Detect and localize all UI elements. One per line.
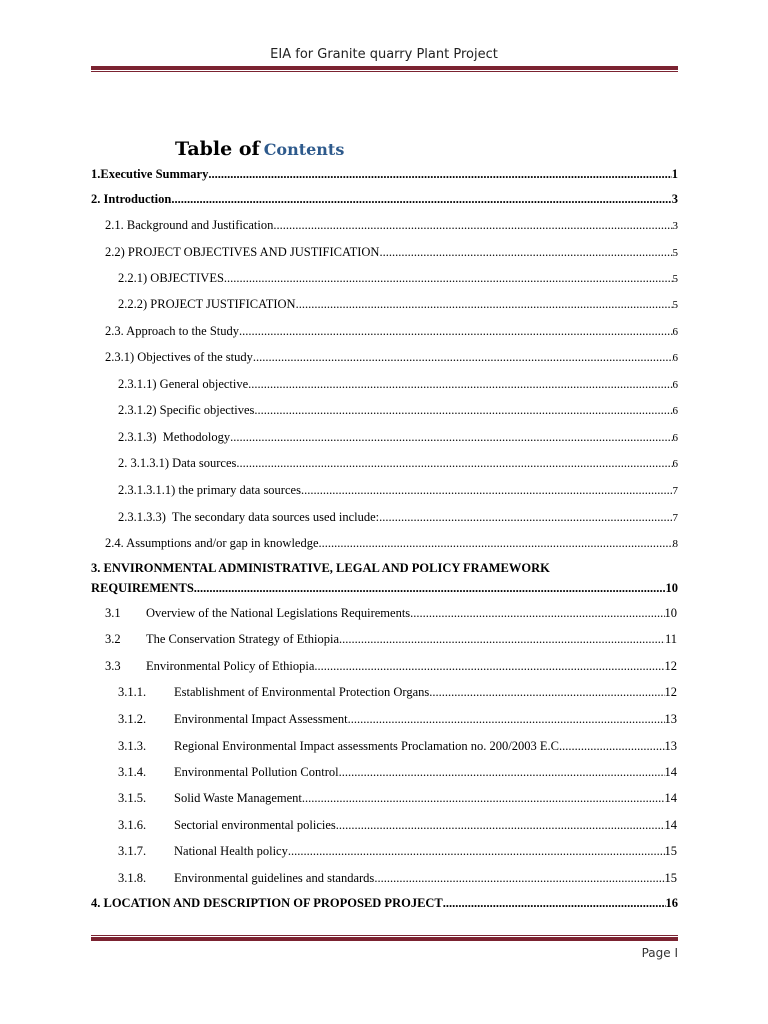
toc-entry-title: Establishment of Environmental Protection Organs	[174, 685, 430, 699]
toc-entry-primary-data[interactable]	[118, 482, 678, 499]
toc-entry-page: 1	[671, 167, 678, 181]
toc-entry-title: Solid Waste Management	[174, 791, 302, 805]
toc-entry-title-line1: 3. ENVIRONMENTAL ADMINISTRATIVE, LEGAL AND POLICY FRAMEWORK	[91, 561, 550, 575]
toc-entry-page: 6	[672, 379, 678, 391]
toc-entry-title: Overview of the National Legislations Requirements	[146, 606, 411, 620]
toc-entry-number: 3.1.4.	[118, 765, 147, 779]
toc-entry-number: 3.1.8.	[118, 871, 147, 885]
toc-entry-page: 3	[671, 192, 678, 206]
toc-entry-methodology[interactable]	[118, 429, 678, 446]
toc-entry-page: 13	[664, 739, 677, 753]
toc-heading-part1: Table of	[175, 138, 260, 160]
toc-entry-project-objectives[interactable]	[105, 244, 678, 261]
toc-entry-background[interactable]	[105, 217, 678, 234]
toc-entry-title: 2.3.1.3.1.1) the primary data sources	[118, 483, 301, 497]
toc-entry-page: 5	[672, 273, 678, 285]
toc-entry-title: 2.2.1) OBJECTIVES	[118, 271, 224, 285]
toc-entry-title: Sectorial environmental policies	[174, 818, 336, 832]
toc-entry-title: 2. Introduction	[91, 192, 172, 206]
toc-entry-page: 6	[672, 432, 678, 444]
toc-entry-page: 11	[664, 632, 677, 646]
toc-entry-location[interactable]	[91, 895, 678, 911]
toc-entry-title: The Conservation Strategy of Ethiopia	[146, 632, 340, 646]
footer-rule	[91, 935, 678, 941]
toc-entry-general-objective[interactable]	[118, 376, 678, 393]
toc-entry-3-1[interactable]	[105, 605, 677, 621]
toc-entry-page: 7	[672, 485, 678, 497]
toc-heading	[175, 138, 344, 160]
toc-entry-3-1-7[interactable]	[118, 843, 677, 859]
toc-entry-3-1-4[interactable]	[118, 764, 677, 780]
toc-entry-title: 1.Executive Summary	[91, 167, 209, 181]
toc-entry-page: 14	[664, 765, 677, 779]
toc-entry-page: 5	[672, 299, 678, 311]
toc-entry-title: 4. LOCATION AND DESCRIPTION OF PROPOSED PROJECT	[91, 896, 443, 910]
toc-entry-title: 2.3.1.2) Specific objectives	[118, 403, 255, 417]
toc-entry-3-3[interactable]	[105, 658, 677, 674]
toc-entry-number: 3.1.7.	[118, 844, 147, 858]
toc-entry-page: 6	[672, 405, 678, 417]
toc-entry-page: 8	[672, 538, 678, 550]
toc-entry-title: 2.3.1.1) General objective	[118, 377, 249, 391]
toc-entry-title: Regional Environmental Impact assessments Proclamation no. 200/2003 E.C.	[174, 739, 563, 753]
toc-entry-number: 3.1	[105, 606, 121, 620]
toc-entry-specific-objectives[interactable]	[118, 402, 678, 419]
toc-entry-title: Environmental Pollution Control	[174, 765, 339, 779]
toc-entry-title: Environmental guidelines and standards	[174, 871, 375, 885]
toc-entry-number: 3.2	[105, 632, 121, 646]
toc-entry-page: 12	[664, 659, 677, 673]
toc-entry-assumptions[interactable]	[105, 535, 678, 552]
header-rule	[91, 66, 678, 72]
toc-entry-number: 3.3	[105, 659, 121, 673]
toc-entry-title: Environmental Policy of Ethiopia	[146, 659, 315, 673]
toc-entry-title: 2.3.1.3.3) The secondary data sources used include:	[118, 510, 380, 524]
toc-entry-page: 12	[664, 685, 677, 699]
toc-entry-3-2[interactable]	[105, 631, 677, 647]
toc-entry-page: 6	[672, 458, 678, 470]
toc-entry-3-1-1[interactable]	[118, 684, 677, 700]
toc-entry-page: 14	[664, 791, 677, 805]
toc-entry-title: 2.3. Approach to the Study	[105, 324, 240, 338]
toc-entry-title: 2. 3.1.3.1) Data sources	[118, 456, 237, 470]
toc-entry-page: 5	[672, 247, 678, 259]
toc-entry-3-1-8[interactable]	[118, 870, 677, 886]
toc-entry-objectives[interactable]	[118, 270, 678, 287]
toc-entry-title: 2.2.2) PROJECT JUSTIFICATION	[118, 297, 296, 311]
toc-entry-page: 15	[664, 844, 677, 858]
toc-entry-number: 3.1.3.	[118, 739, 147, 753]
toc-entry-data-sources[interactable]	[118, 455, 678, 472]
toc-entry-legal-framework[interactable]	[91, 560, 678, 596]
toc-entry-page: 6	[672, 326, 678, 338]
toc-entry-page: 10	[664, 606, 677, 620]
toc-entry-page: 7	[672, 512, 678, 524]
toc-entry-page: 3	[672, 220, 678, 232]
toc-entry-title: 2.3.1.3) Methodology	[118, 430, 231, 444]
toc-entry-3-1-3[interactable]	[118, 738, 677, 754]
toc-entry-number: 3.1.2.	[118, 712, 147, 726]
toc-entry-page: 13	[664, 712, 677, 726]
toc-entry-approach[interactable]	[105, 323, 678, 340]
toc-entry-page: 6	[672, 352, 678, 364]
toc-entry-3-1-5[interactable]	[118, 790, 677, 806]
toc-entry-number: 3.1.5.	[118, 791, 147, 805]
toc-entry-title-line2: REQUIREMENTS	[91, 581, 194, 595]
footer-page-number: Page I	[641, 946, 678, 960]
toc-entry-page: 15	[664, 871, 677, 885]
toc-entry-title: National Health policy	[174, 844, 288, 858]
toc-entry-number: 3.1.6.	[118, 818, 147, 832]
header-title: EIA for Granite quarry Plant Project	[270, 47, 498, 62]
toc-entry-page: 10	[665, 581, 678, 595]
toc-entry-page: 16	[665, 896, 678, 910]
toc-entry-title: 2.1. Background and Justification	[105, 218, 274, 232]
toc-entry-3-1-6[interactable]	[118, 817, 677, 833]
toc-entry-3-1-2[interactable]	[118, 711, 677, 727]
toc-entry-title: 2.3.1) Objectives of the study	[105, 350, 253, 364]
toc-entry-secondary-data[interactable]	[118, 509, 678, 526]
toc-heading-part2: Contents	[263, 140, 345, 159]
toc-entry-introduction[interactable]	[91, 191, 678, 207]
toc-entry-title: 2.4. Assumptions and/or gap in knowledge	[105, 536, 319, 550]
toc-entry-executive-summary[interactable]	[91, 166, 678, 182]
toc-entry-page: 14	[664, 818, 677, 832]
toc-entry-title: 2.2) PROJECT OBJECTIVES AND JUSTIFICATION	[105, 245, 380, 259]
toc-entry-project-justification[interactable]	[118, 296, 678, 313]
toc-entry-title: Environmental Impact Assessment	[174, 712, 348, 726]
toc-entry-number: 3.1.1.	[118, 685, 147, 699]
toc-entry-study-objectives[interactable]	[105, 349, 678, 366]
